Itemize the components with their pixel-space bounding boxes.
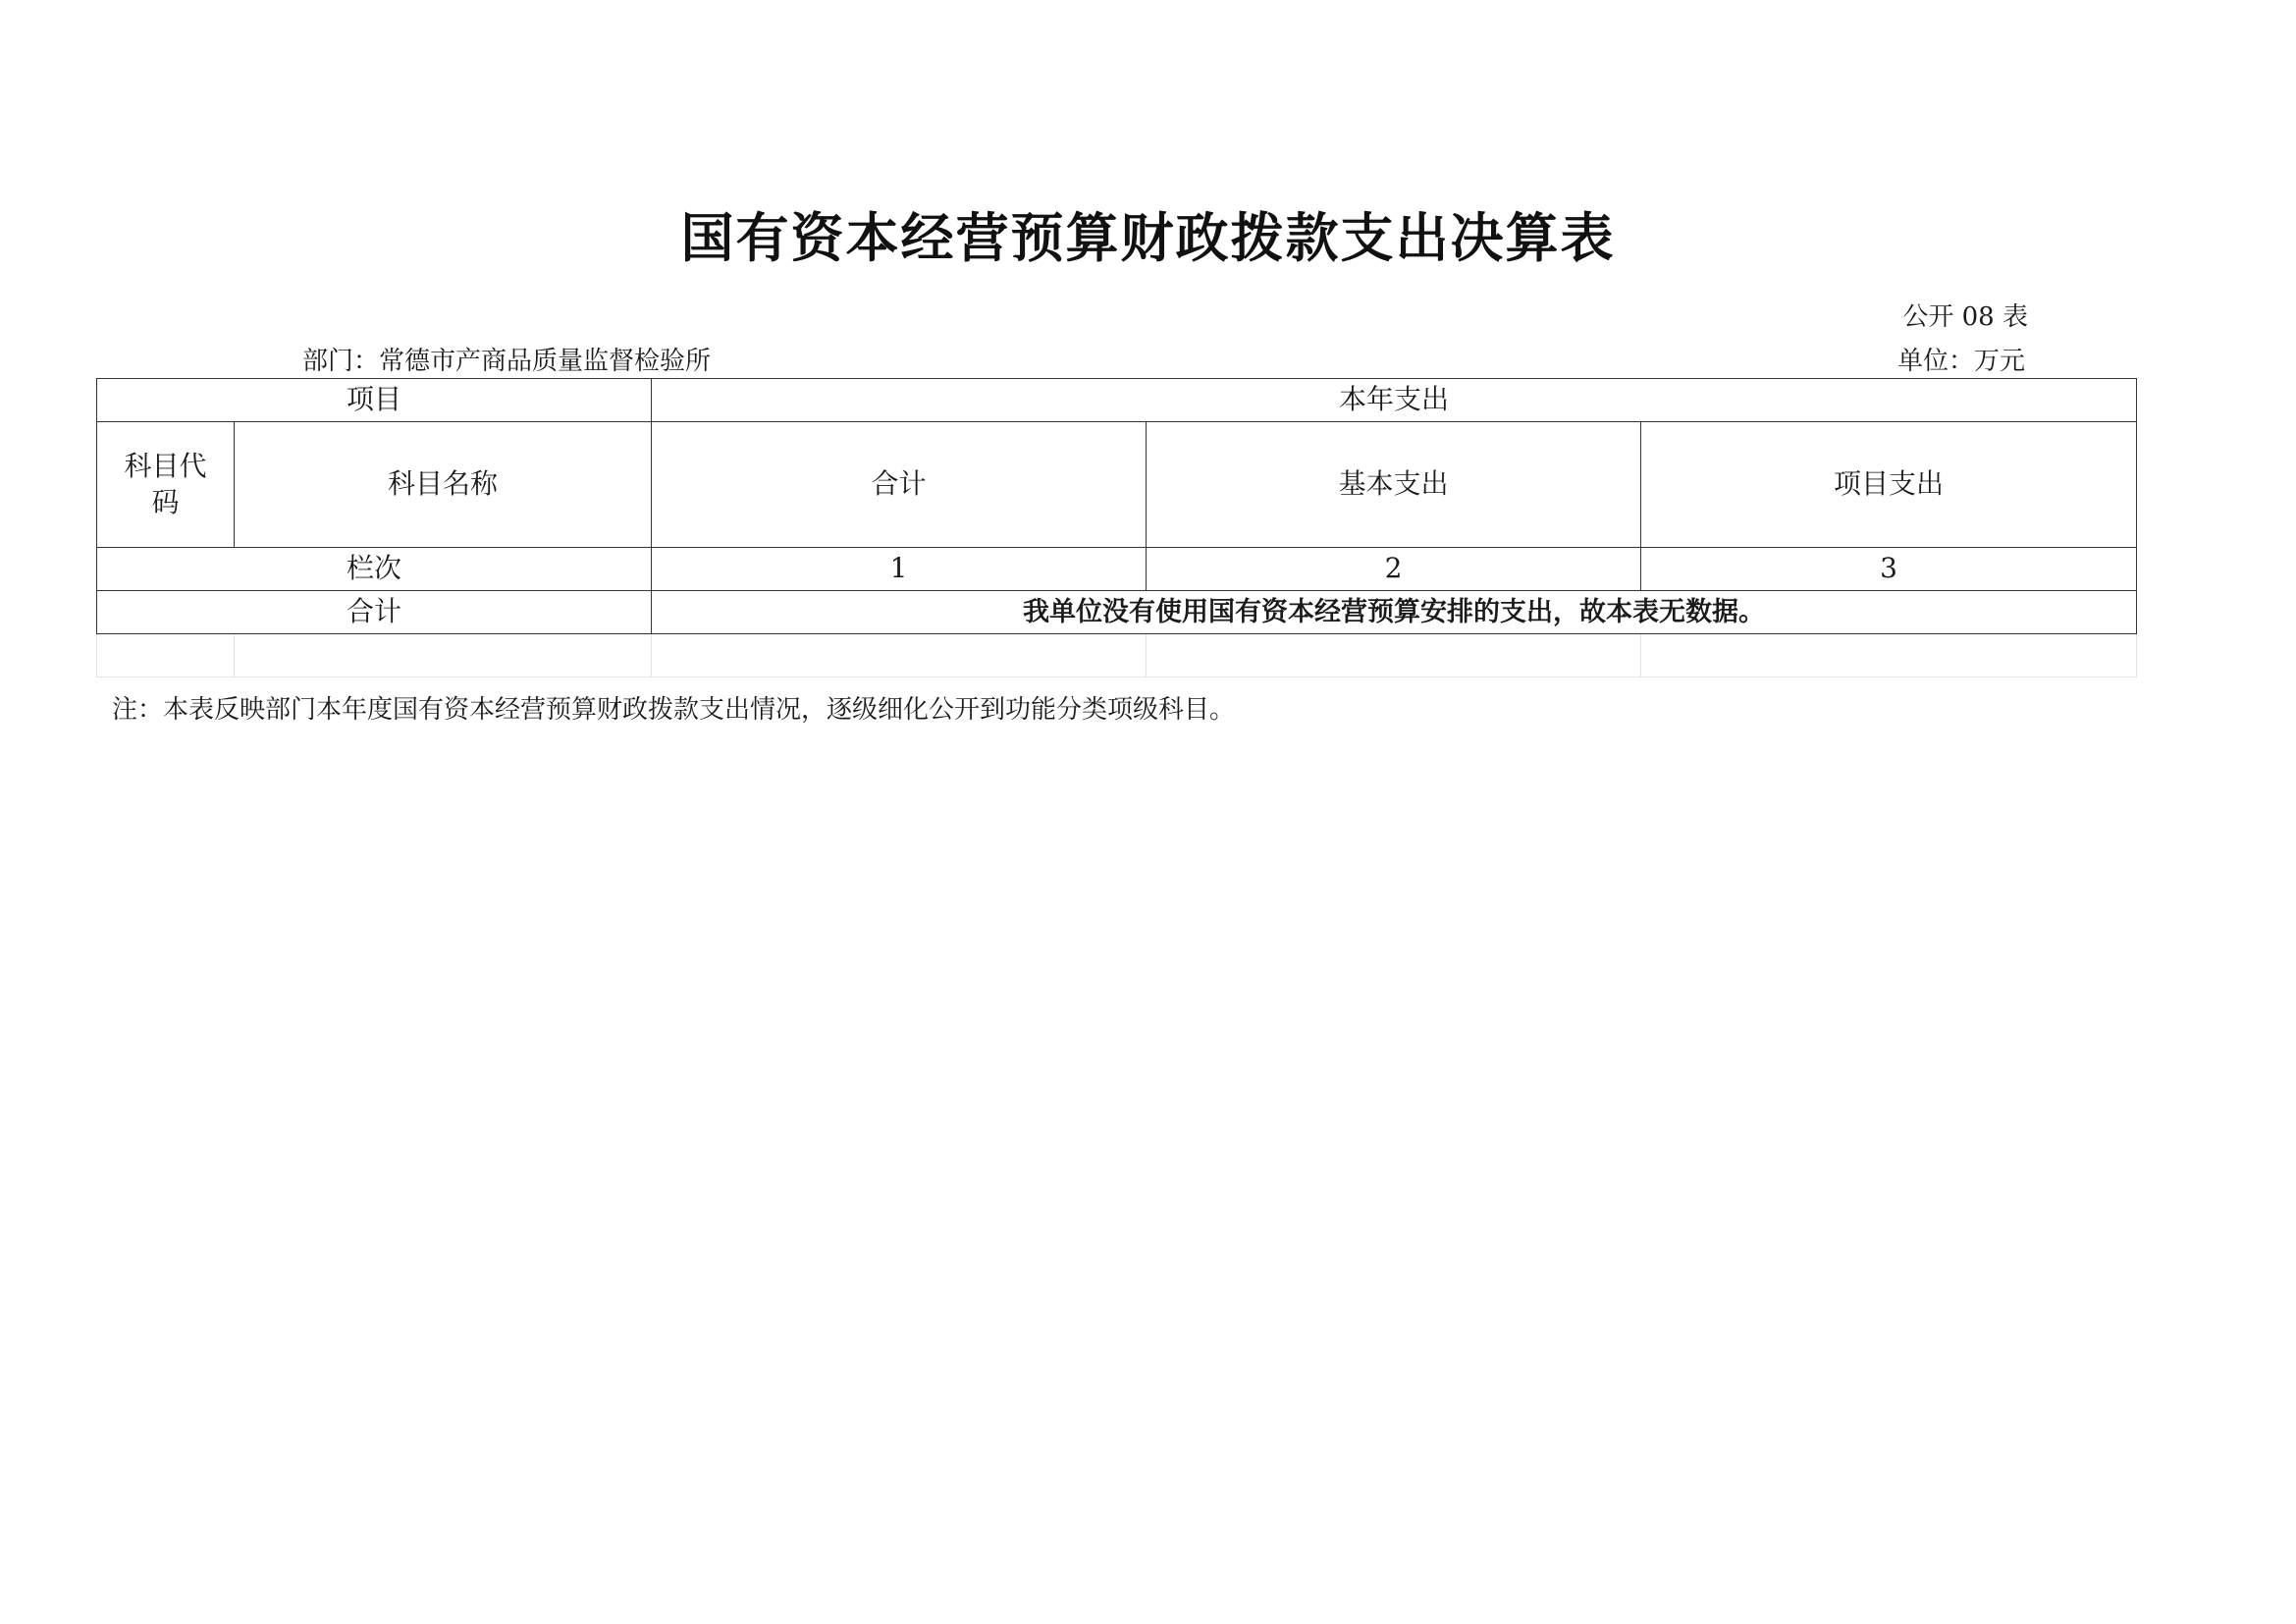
empty-cell xyxy=(1147,634,1641,677)
empty-cell xyxy=(652,634,1147,677)
empty-cell xyxy=(235,634,652,677)
header-total: 合计 xyxy=(652,422,1147,548)
column-number-3: 3 xyxy=(1641,548,2137,591)
unit-label: 单位：万元 xyxy=(1896,347,2025,376)
header-project: 项目 xyxy=(97,379,652,422)
header-subject-code xyxy=(97,422,235,548)
footnote: 注：本表反映部门本年度国有资本经营预算财政拨款支出情况，逐级细化公开到功能分类项级科目。 xyxy=(112,695,1236,725)
header-subject-name: 科目名称 xyxy=(235,422,652,548)
column-number-row xyxy=(97,548,2137,591)
column-number-2: 2 xyxy=(1147,548,1641,591)
header-subject-code-text: 科目代码 xyxy=(124,450,207,518)
total-label: 合计 xyxy=(97,591,652,634)
form-number: 公开 08 表 xyxy=(1902,302,2028,332)
page-title: 国有资本经营预算财政拨款支出决算表 xyxy=(680,206,1616,269)
header-project-expenditure: 项目支出 xyxy=(1641,422,2137,548)
table-subheader-row xyxy=(97,422,2137,548)
expenditure-table xyxy=(96,378,2137,677)
table-header-row xyxy=(97,379,2137,422)
header-basic-expenditure: 基本支出 xyxy=(1147,422,1641,548)
header-current-year: 本年支出 xyxy=(652,379,2137,422)
column-row-label: 栏次 xyxy=(97,548,652,591)
total-row xyxy=(97,591,2137,634)
empty-cell xyxy=(97,634,235,677)
empty-cell xyxy=(1641,634,2137,677)
no-data-message: 我单位没有使用国有资本经营预算安排的支出，故本表无数据。 xyxy=(652,591,2137,634)
column-number-1: 1 xyxy=(652,548,1147,591)
department-label: 部门：常德市产商品质量监督检验所 xyxy=(302,347,712,376)
table-row xyxy=(97,634,2137,677)
